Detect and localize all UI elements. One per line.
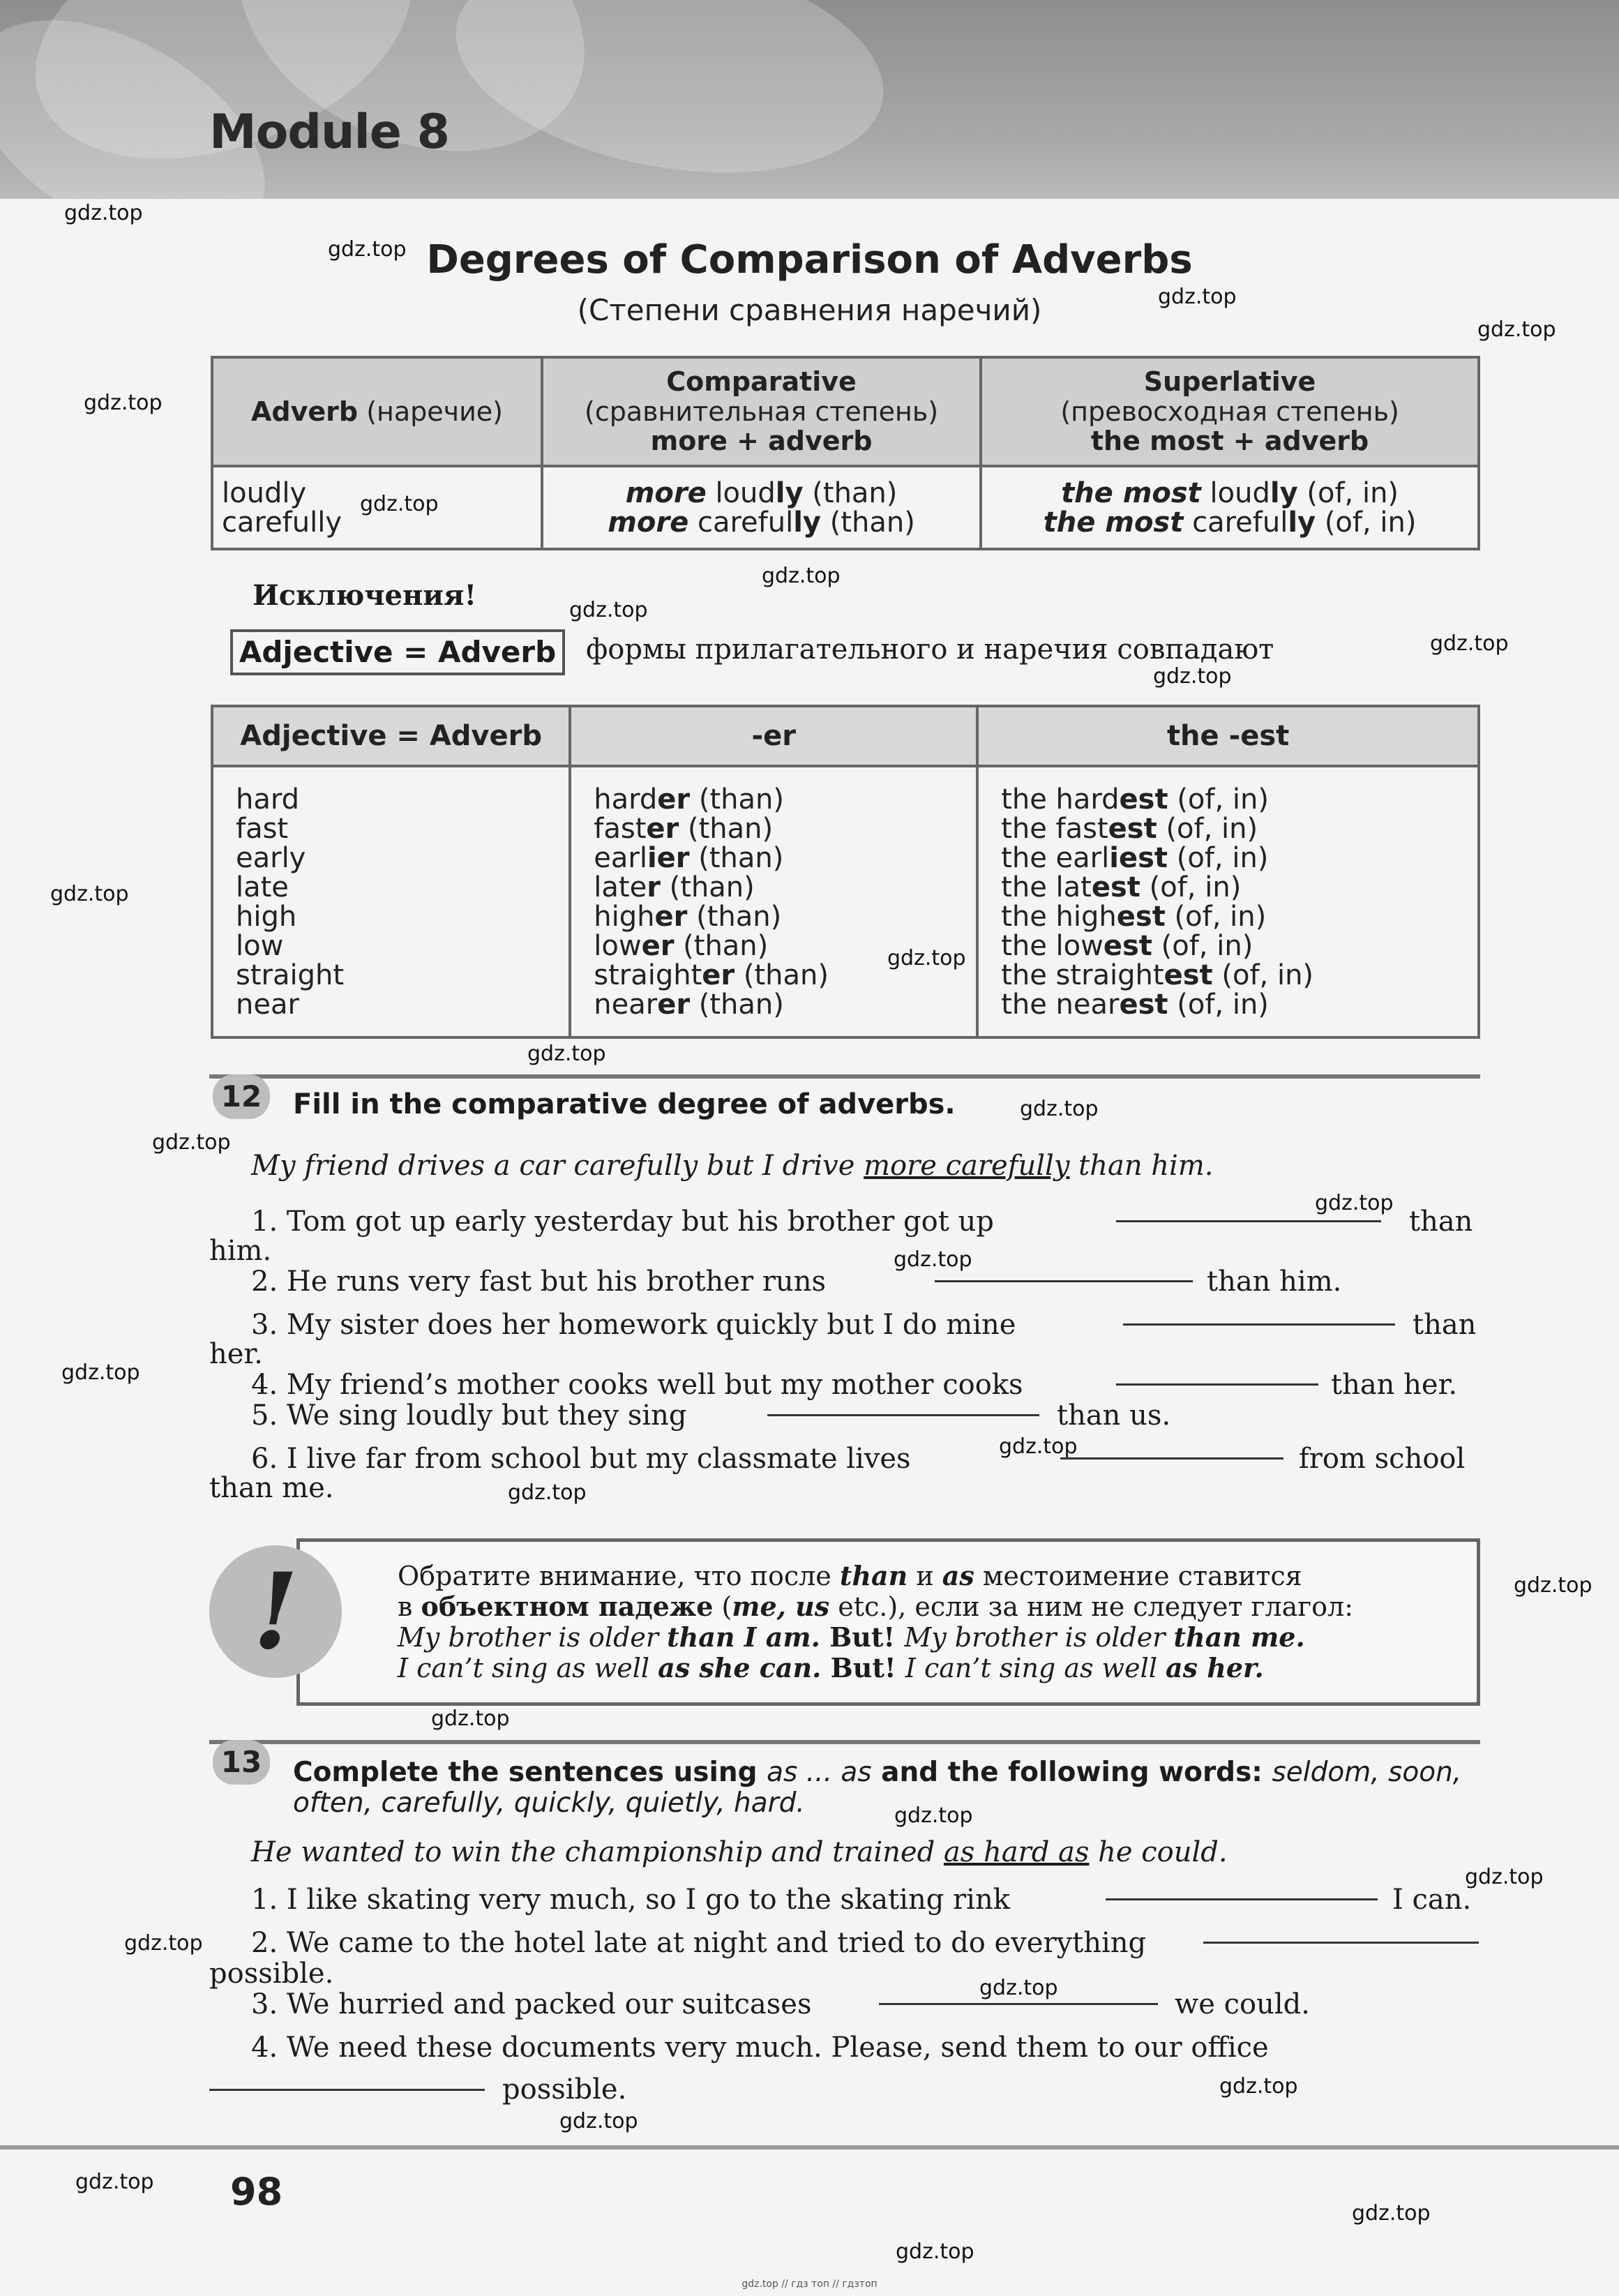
watermark: gdz.top — [887, 946, 966, 970]
watermark: gdz.top — [1315, 1191, 1394, 1215]
task-13-sentence-1-end: I can. — [1392, 1884, 1472, 1916]
task-12-sentence-3-end: than — [1413, 1309, 1477, 1341]
list-item: the straightest (of, in) — [1001, 959, 1314, 991]
task-12-example: My friend drives a car carefully but I drive more carefully than him. — [251, 1150, 1214, 1182]
list-item: the highest (of, in) — [1001, 900, 1267, 933]
list-item: high — [236, 900, 297, 933]
grammar-note-line: My brother is older than I am. But! My brother is older than me. — [398, 1621, 1305, 1653]
watermark: gdz.top — [527, 1042, 606, 1066]
task-12-sentence-4-end: than her. — [1331, 1369, 1458, 1401]
page-number: 98 — [230, 2170, 283, 2214]
task-12-sentence-1-end: than — [1409, 1206, 1473, 1238]
task-12-sentence-2-end: than him. — [1207, 1266, 1342, 1298]
watermark: gdz.top — [50, 882, 129, 906]
table-header-row — [212, 357, 1479, 466]
answer-blank[interactable] — [1203, 1930, 1479, 1944]
table-header-row — [212, 706, 1479, 766]
footer-divider — [0, 2145, 1619, 2149]
list-item: later (than) — [594, 871, 755, 903]
page-subtitle: (Степени сравнения наречий) — [577, 293, 1042, 327]
watermark: gdz.top — [1020, 1097, 1099, 1121]
watermark: gdz.top — [559, 2109, 638, 2133]
answer-blank[interactable] — [1106, 1887, 1378, 1900]
grammar-note-line: Обратите внимание, что после than и as местоимение ставится — [398, 1560, 1302, 1591]
answer-blank[interactable] — [1116, 1209, 1381, 1222]
table-row — [212, 466, 1479, 549]
task-12-sentence-6: 6. I live far from school but my classmate lives — [251, 1443, 911, 1475]
answer-blank[interactable] — [935, 1269, 1193, 1282]
list-item: straight — [236, 959, 345, 991]
list-item: faster (than) — [594, 812, 774, 845]
watermark: gdz.top — [64, 201, 143, 225]
task-13-sentence-3: 3. We hurried and packed our suitcases — [251, 1988, 812, 2020]
watermark: gdz.top — [1219, 2074, 1298, 2099]
list-item: the nearest (of, in) — [1001, 988, 1269, 1021]
watermark: gdz.top — [124, 1931, 203, 1956]
task-13-sentence-2: 2. We came to the hotel late at night and tried to do everything — [251, 1927, 1147, 1959]
task-12-sentence-2: 2. He runs very fast but his brother runs — [251, 1266, 826, 1298]
watermark: gdz.top — [979, 1976, 1058, 2000]
watermark: gdz.top — [360, 492, 439, 516]
task-12-title: Fill in the comparative degree of adverbs. — [293, 1088, 956, 1120]
task-12-sentence-3-wrap: her. — [209, 1338, 263, 1370]
watermark: gdz.top — [569, 598, 648, 622]
superlative-cell: the most loudly (of, in) the most carefully (of, in) — [981, 466, 1479, 549]
list-item: the earliest (of, in) — [1001, 841, 1269, 874]
watermark: gdz.top — [894, 1803, 973, 1828]
list-item: the fastest (of, in) — [1001, 812, 1258, 845]
task-12-sentence-6-end: from school — [1299, 1443, 1466, 1475]
watermark: gdz.top — [1158, 285, 1237, 309]
watermark: gdz.top — [1352, 2201, 1431, 2226]
est-forms-cell — [977, 766, 1479, 1037]
task-12-sentence-1-wrap: him. — [209, 1235, 272, 1267]
answer-blank[interactable] — [767, 1403, 1039, 1416]
list-item: late — [236, 871, 289, 903]
list-item: nearer (than) — [594, 988, 784, 1021]
irregular-adverb-table — [211, 705, 1480, 1039]
task-13-sentence-2-wrap: possible. — [209, 1958, 334, 1990]
watermark: gdz.top — [1514, 1573, 1592, 1598]
header-adjective-adverb: Adjective = Adverb — [212, 706, 570, 766]
watermark: gdz.top — [1430, 631, 1509, 656]
adverb-cell: loudly carefully — [212, 466, 542, 549]
base-forms-cell — [212, 766, 570, 1037]
answer-blank[interactable] — [1116, 1372, 1318, 1386]
answer-blank[interactable] — [879, 1992, 1158, 2005]
header-adverb: Adverb (наречие) — [212, 357, 542, 466]
task-13-word-list: often, carefully, quickly, quietly, hard. — [293, 1787, 805, 1819]
watermark: gdz.top — [75, 2170, 154, 2194]
header-est: the -est — [977, 706, 1479, 766]
list-item: earlier (than) — [594, 841, 784, 874]
list-item: near — [236, 988, 299, 1021]
page-title: Degrees of Comparison of Adverbs — [426, 237, 1193, 283]
header-er: -er — [570, 706, 977, 766]
task-13-sentence-4: 4. We need these documents very much. Please, send them to our office — [251, 2032, 1269, 2064]
list-item: the hardest (of, in) — [1001, 783, 1269, 816]
watermark: gdz.top — [508, 1480, 587, 1505]
watermark: gdz.top — [152, 1130, 231, 1155]
answer-blank[interactable] — [1060, 1446, 1283, 1460]
module-title: Module 8 — [209, 105, 449, 160]
task-12-number: 12 — [213, 1074, 270, 1119]
task-12-divider — [209, 1074, 1480, 1079]
watermark: gdz.top — [1153, 664, 1232, 689]
task-13-sentence-3-end: we could. — [1175, 1988, 1310, 2020]
watermark: gdz.top — [328, 237, 407, 262]
task-13-number: 13 — [213, 1740, 270, 1785]
grammar-note-line: в объектном падеже (me, us etc.), если за ним не следует глагол: — [398, 1591, 1353, 1622]
task-12-sentence-5: 5. We sing loudly but they sing — [251, 1400, 687, 1432]
task-12-sentence-6-wrap: than me. — [209, 1472, 334, 1504]
task-12-sentence-5-end: than us. — [1057, 1400, 1171, 1432]
task-13-example: He wanted to win the championship and trained as hard as he could. — [251, 1836, 1228, 1868]
answer-blank[interactable] — [1123, 1312, 1395, 1326]
list-item: harder (than) — [594, 783, 784, 816]
exclamation-icon: ! — [209, 1545, 342, 1678]
watermark: gdz.top — [894, 1247, 972, 1272]
list-item: low — [236, 929, 284, 962]
task-13-divider — [209, 1740, 1480, 1744]
list-item: fast — [236, 812, 289, 845]
table-row — [212, 766, 1479, 1037]
header-comparative: Comparative (сравнительная степень) more + adverb — [542, 357, 981, 466]
comparative-cell: more loudly (than) more carefully (than) — [542, 466, 981, 549]
bottom-note: gdz.top // гдз топ // гдзтоп — [741, 2279, 878, 2290]
grammar-note-line: I can’t sing as well as she can. But! I can’t sing as well as her. — [398, 1652, 1264, 1683]
task-13-sentence-1: 1. I like skating very much, so I go to the skating rink — [251, 1884, 1010, 1916]
task-12-sentence-3: 3. My sister does her homework quickly but I do mine — [251, 1309, 1016, 1341]
list-item: straighter (than) — [594, 959, 829, 991]
task-13-title: Complete the sentences using as ... as and the following words: seldom, soon, — [293, 1757, 1462, 1788]
exceptions-title: Исключения! — [253, 579, 477, 612]
watermark: gdz.top — [1465, 1865, 1544, 1889]
list-item: the lowest (of, in) — [1001, 929, 1253, 962]
watermark: gdz.top — [1477, 317, 1556, 342]
header-superlative: Superlative (превосходная степень) the most + adverb — [981, 357, 1479, 466]
exceptions-box: Adjective = Adverb — [230, 629, 565, 675]
watermark: gdz.top — [999, 1434, 1078, 1459]
watermark: gdz.top — [84, 391, 163, 415]
watermark: gdz.top — [431, 1706, 510, 1731]
adverb-comparison-table — [211, 356, 1480, 550]
module-header — [0, 0, 1619, 199]
list-item: higher (than) — [594, 900, 782, 933]
header-petal — [439, 0, 901, 199]
answer-blank[interactable] — [209, 2078, 485, 2091]
task-12-sentence-4: 4. My friend’s mother cooks well but my mother cooks — [251, 1369, 1023, 1401]
list-item: the latest (of, in) — [1001, 871, 1242, 903]
watermark: gdz.top — [762, 564, 841, 588]
watermark: gdz.top — [61, 1360, 140, 1385]
list-item: hard — [236, 783, 299, 816]
er-forms-cell — [570, 766, 977, 1037]
task-12-sentence-1: 1. Tom got up early yesterday but his brother got up — [251, 1206, 994, 1238]
task-13-sentence-4-wrap: possible. — [502, 2073, 627, 2106]
list-item: early — [236, 841, 306, 874]
list-item: lower (than) — [594, 929, 769, 962]
exceptions-note: формы прилагательного и наречия совпадают — [586, 633, 1274, 666]
watermark: gdz.top — [896, 2239, 974, 2264]
